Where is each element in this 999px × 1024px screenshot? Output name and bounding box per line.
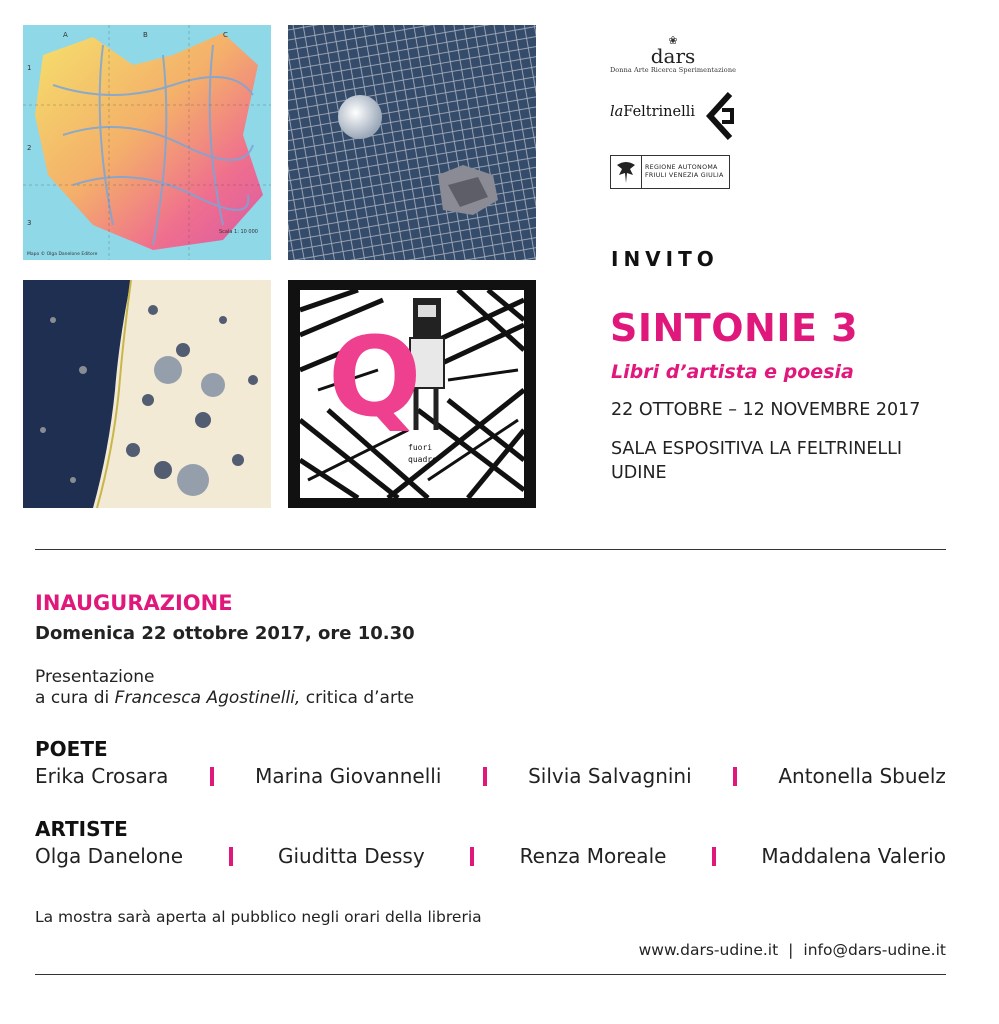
poet-name: Silvia Salvagnini bbox=[528, 764, 692, 788]
map-grid-row-3: 3 bbox=[27, 219, 32, 227]
curator-prefix: a cura di bbox=[35, 688, 115, 708]
bottom-divider bbox=[35, 974, 946, 975]
artist-name: Giuditta Dessy bbox=[278, 844, 425, 868]
venue-line2: UDINE bbox=[611, 463, 667, 483]
inauguration-heading: INAUGURAZIONE bbox=[35, 591, 233, 615]
dars-logo bbox=[608, 36, 738, 84]
caption-quadro: quadro bbox=[408, 455, 437, 464]
inauguration-datetime: Domenica 22 ottobre 2017, ore 10.30 bbox=[35, 623, 415, 644]
map-grid-row-2: 2 bbox=[27, 144, 32, 152]
fuori-quadro-artwork bbox=[288, 280, 536, 508]
artist-name: Olga Danelone bbox=[35, 844, 184, 868]
net-artwork bbox=[288, 25, 536, 260]
website-link[interactable]: www.dars-udine.it bbox=[638, 941, 779, 959]
poet-name: Antonella Sbuelz bbox=[778, 764, 946, 788]
eagle-icon bbox=[615, 159, 637, 185]
caption-fuori: fuori bbox=[408, 443, 433, 452]
opening-hours-note: La mostra sarà aperta al pubblico negli orari della libreria bbox=[35, 908, 482, 926]
exhibition-dates: 22 OTTOBRE – 12 NOVEMBRE 2017 bbox=[611, 400, 921, 420]
map-grid-col-c: C bbox=[223, 31, 228, 39]
regione-divider bbox=[641, 156, 642, 188]
map-credit: Mapo © Olga Danelone Editore bbox=[27, 252, 98, 257]
separator-bar bbox=[229, 847, 233, 866]
presentation-label: Presentazione bbox=[35, 667, 155, 687]
feltrinelli-logo bbox=[608, 92, 738, 144]
feltrinelli-f-icon bbox=[706, 92, 736, 142]
separator-bar bbox=[470, 847, 474, 866]
map-scale: Scala 1: 10 000 bbox=[219, 229, 258, 235]
artists-heading: ARTISTE bbox=[35, 817, 128, 841]
exhibition-venue bbox=[611, 437, 902, 485]
poet-name: Marina Giovannelli bbox=[255, 764, 442, 788]
exhibition-subtitle: Libri d’artista e poesia bbox=[611, 361, 854, 383]
exhibition-title: SINTONIE 3 bbox=[610, 306, 859, 350]
contacts bbox=[639, 941, 946, 959]
flower-icon: ❀ bbox=[668, 34, 678, 47]
artist-name: Renza Moreale bbox=[519, 844, 667, 868]
q-letter: Q bbox=[328, 313, 422, 441]
feltrinelli-wordmark bbox=[610, 104, 695, 120]
dars-logo-mark: dars bbox=[650, 44, 696, 68]
curator-name: Francesca Agostinelli, bbox=[114, 688, 301, 708]
curator-suffix: critica d’arte bbox=[300, 688, 415, 708]
map-grid-col-b: B bbox=[143, 31, 148, 39]
map-grid-col-a: A bbox=[63, 31, 68, 39]
separator-bar bbox=[712, 847, 716, 866]
separator-bar bbox=[733, 767, 737, 786]
contact-separator: | bbox=[788, 941, 794, 959]
regione-text bbox=[645, 164, 724, 180]
email-link[interactable]: info@dars-udine.it bbox=[803, 941, 946, 959]
curator-line bbox=[35, 688, 414, 708]
poets-list bbox=[35, 763, 946, 789]
regione-line2: FRIULI VENEZIA GIULIA bbox=[645, 172, 724, 179]
invito-label: INVITO bbox=[611, 247, 719, 271]
separator-bar bbox=[483, 767, 487, 786]
blue-texture-artwork bbox=[23, 280, 271, 508]
dars-logo-tagline: Donna Arte Ricerca Sperimentazione bbox=[609, 66, 737, 74]
top-divider bbox=[35, 549, 946, 550]
map-grid-row-1: 1 bbox=[27, 64, 32, 72]
venue-line1: SALA ESPOSITIVA LA FELTRINELLI bbox=[611, 439, 903, 459]
feltrinelli-name: Feltrinelli bbox=[623, 104, 696, 120]
artists-list bbox=[35, 843, 946, 869]
map-artwork bbox=[23, 25, 271, 260]
feltrinelli-prefix: la bbox=[610, 104, 624, 120]
artist-name: Maddalena Valerio bbox=[761, 844, 946, 868]
poets-heading: POETE bbox=[35, 737, 108, 761]
separator-bar bbox=[210, 767, 214, 786]
regione-logo bbox=[610, 155, 730, 189]
regione-line1: REGIONE AUTONOMA bbox=[645, 164, 718, 171]
poet-name: Erika Crosara bbox=[35, 764, 169, 788]
